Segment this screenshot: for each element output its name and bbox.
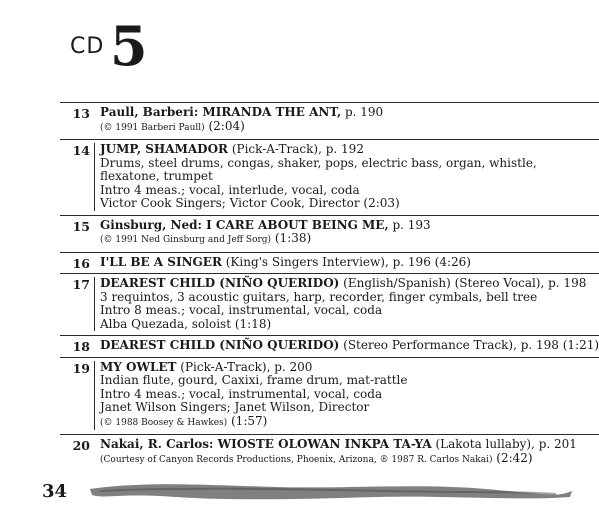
- track-page: (Pick-A-Track), p. 200: [176, 359, 313, 374]
- track-title: Nakai, R. Carlos: WIOSTE OLOWAN INKPA TA-YA: [100, 437, 432, 451]
- track-detail-line: Drums, steel drums, congas, shaker, pops, electric bass, organ, whistle,: [100, 155, 537, 170]
- track-title-line: [100, 361, 599, 375]
- track-title: I'LL BE A SINGER: [100, 254, 222, 269]
- track-19: [60, 357, 599, 435]
- track-page: p. 190: [341, 105, 384, 119]
- brush-stroke-decoration: [86, 477, 576, 503]
- track-title-line: [100, 438, 599, 452]
- track-page: (Pick-A-Track), p. 192: [228, 142, 364, 156]
- track-title-line: [100, 143, 599, 157]
- track-page: p. 193: [388, 217, 431, 232]
- track-number: 20: [72, 438, 90, 453]
- track-page: (English/Spanish) (Stereo Vocal), p. 198: [339, 276, 587, 290]
- track-title: Paull, Barberi: MIRANDA THE ANT,: [100, 105, 342, 119]
- track-detail-line: flexatone, trumpet: [100, 169, 213, 183]
- track-detail-line: Intro 4 meas.; vocal, interlude, vocal, coda: [100, 182, 360, 197]
- track-duration: (1:57): [227, 413, 268, 428]
- track-17: [60, 273, 599, 335]
- track-detail-line: Alba Quezada, soloist (1:18): [100, 316, 272, 331]
- track-15: [60, 215, 599, 252]
- track-credit-line: [100, 120, 599, 136]
- track-duration: (2:42): [492, 450, 533, 465]
- cd-label: CD: [70, 34, 105, 59]
- track-page: (Stereo Performance Track), p. 198 (1:21): [339, 338, 599, 352]
- track-title-line: [100, 256, 599, 270]
- track-credit-line: [100, 452, 599, 468]
- track-title: MY OWLET: [100, 359, 177, 374]
- track-page: (King's Singers Interview), p. 196 (4:26): [221, 254, 471, 269]
- cd-number: 5: [110, 14, 148, 78]
- track-list: [60, 102, 599, 471]
- track-title: DEAREST CHILD (NIÑO QUERIDO): [100, 338, 340, 352]
- track-detail-line: Intro 8 meas.; vocal, instrumental, vocal, coda: [100, 303, 383, 317]
- track-14: [60, 139, 599, 215]
- track-title-line: [100, 219, 599, 233]
- track-13: [60, 102, 599, 139]
- track-number: 16: [72, 255, 90, 271]
- track-credit: (© 1988 Boosey & Hawkes): [100, 417, 228, 428]
- track-detail-line: Janet Wilson Singers; Janet Wilson, Director: [100, 400, 370, 414]
- track-credit-line: [100, 232, 599, 248]
- track-credit: (Courtesy of Canyon Records Productions, Phoenix, Arizona, ® 1987 R. Carlos Nakai): [100, 454, 493, 465]
- track-number: 13: [72, 106, 90, 121]
- track-number: 14: [60, 143, 95, 211]
- track-number: 18: [72, 339, 90, 354]
- track-title: Ginsburg, Ned: I CARE ABOUT BEING ME,: [100, 217, 389, 232]
- track-number: 17: [60, 277, 95, 331]
- track-detail-line: 3 requintos, 3 acoustic guitars, harp, recorder, finger cymbals, bell tree: [100, 289, 538, 304]
- track-title: DEAREST CHILD (NIÑO QUERIDO): [100, 276, 340, 290]
- track-title: JUMP, SHAMADOR: [100, 142, 228, 156]
- track-detail-line: Victor Cook Singers; Victor Cook, Director (2:03): [100, 196, 400, 210]
- track-duration: (1:38): [271, 231, 312, 245]
- track-title-line: [100, 106, 599, 120]
- track-16: [60, 252, 599, 274]
- track-18: [60, 335, 599, 357]
- track-title-line: [100, 339, 599, 353]
- track-number: 19: [60, 361, 95, 431]
- track-page: (Lakota lullaby), p. 201: [431, 437, 577, 451]
- page-number: 34: [42, 481, 68, 502]
- track-detail-line: Intro 4 meas.; vocal, instrumental, vocal, coda: [100, 386, 383, 401]
- track-credit-line: [100, 415, 599, 431]
- track-number: 15: [72, 218, 90, 234]
- track-title-line: [100, 277, 599, 291]
- track-20: [60, 434, 599, 471]
- track-credit: (© 1991 Ned Ginsburg and Jeff Sorg): [100, 235, 272, 245]
- track-duration: (2:04): [204, 118, 245, 133]
- track-credit: (© 1991 Barberi Paull): [100, 122, 205, 133]
- track-detail-line: Indian flute, gourd, Caxixi, frame drum, mat-rattle: [100, 373, 408, 387]
